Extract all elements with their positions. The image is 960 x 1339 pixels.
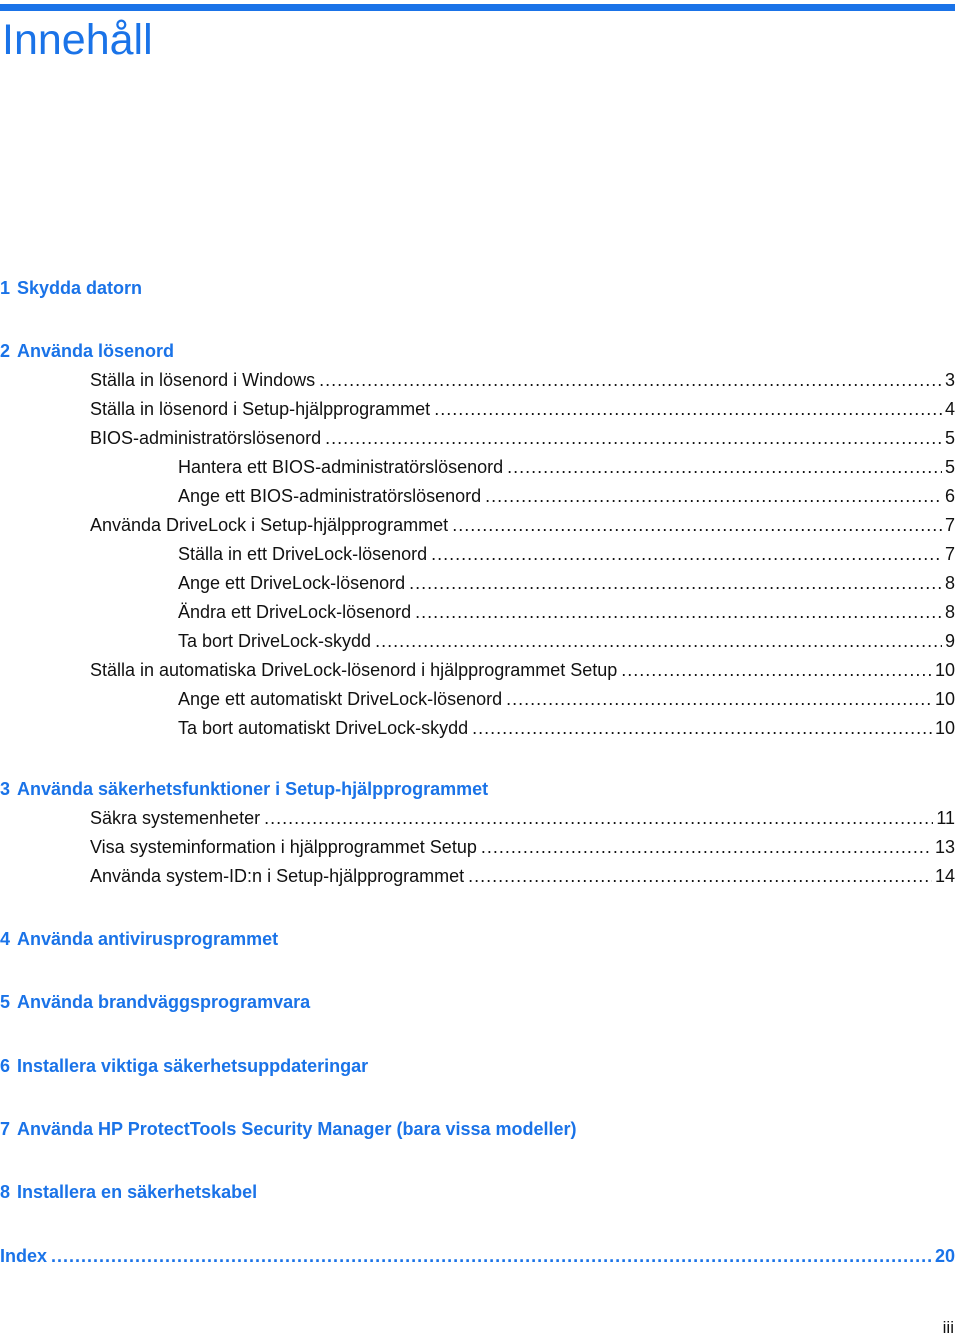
chapter-number: 2 — [0, 341, 11, 361]
toc-entry-label: Ange ett automatiskt DriveLock-lösenord — [178, 689, 503, 709]
dot-leader — [481, 833, 932, 862]
chapter-title: Använda säkerhetsfunktioner i Setup-hjälpprogrammet — [17, 779, 489, 799]
dot-leader — [434, 395, 942, 424]
toc-chapter-1[interactable] — [0, 273, 955, 303]
chapter-number: 6 — [0, 1056, 11, 1076]
chapter-number: 8 — [0, 1182, 11, 1202]
toc-entry-label: Ställa in automatiska DriveLock-lösenord i hjälpprogrammet Setup — [90, 660, 618, 680]
toc-entry-page: 5 — [944, 457, 955, 477]
toc-subentry[interactable] — [178, 482, 955, 511]
dot-leader — [415, 598, 942, 627]
page-number: iii — [942, 1318, 954, 1337]
dot-leader — [264, 804, 933, 833]
toc-entry[interactable] — [90, 656, 955, 685]
toc-entry-label: Ange ett BIOS-administratörslösenord — [178, 486, 482, 506]
dot-leader — [485, 482, 942, 511]
toc-entry-label: Säkra systemenheter — [90, 808, 261, 828]
toc-entry-label: Använda system-ID:n i Setup-hjälpprogrammet — [90, 866, 465, 886]
dot-leader — [431, 540, 942, 569]
toc-subentry[interactable] — [178, 453, 955, 482]
toc-subentry[interactable] — [178, 598, 955, 627]
toc-chapter-7[interactable] — [0, 1114, 955, 1144]
toc-entry-label: Ställa in lösenord i Setup-hjälpprogrammet — [90, 399, 431, 419]
toc-entry-label: Ta bort DriveLock-skydd — [178, 631, 372, 651]
index-page: 20 — [934, 1246, 955, 1266]
toc-entry-page: 10 — [934, 660, 955, 680]
dot-leader — [452, 511, 942, 540]
toc-subentry[interactable] — [178, 540, 955, 569]
toc-subentry[interactable] — [178, 627, 955, 656]
toc-entry-page: 10 — [934, 689, 955, 709]
toc-subentry[interactable] — [178, 569, 955, 598]
toc-entry[interactable] — [90, 833, 955, 862]
toc-entry[interactable] — [90, 804, 955, 833]
toc-entry-label: BIOS-administratörslösenord — [90, 428, 322, 448]
toc-entry-page: 8 — [944, 602, 955, 622]
toc-entry-page: 7 — [944, 544, 955, 564]
toc-chapter-4[interactable] — [0, 924, 955, 954]
dot-leader — [375, 627, 942, 656]
dot-leader — [409, 569, 942, 598]
toc-chapter-2[interactable] — [0, 336, 955, 366]
chapter-title: Installera en säkerhetskabel — [17, 1182, 258, 1202]
toc-subentry[interactable] — [178, 714, 955, 743]
index-label: Index — [0, 1246, 48, 1266]
page-title: Innehåll — [2, 16, 153, 64]
toc-entry-page: 9 — [944, 631, 955, 651]
toc-entry-label: Använda DriveLock i Setup-hjälpprogrammet — [90, 515, 449, 535]
toc-entry-label: Ställa in ett DriveLock-lösenord — [178, 544, 428, 564]
toc-entry-label: Visa systeminformation i hjälpprogrammet Setup — [90, 837, 477, 857]
toc-entry[interactable] — [90, 366, 955, 395]
toc-entry-label: Hantera ett BIOS-administratörslösenord — [178, 457, 504, 477]
toc-entry-label: Ändra ett DriveLock-lösenord — [178, 602, 412, 622]
toc-entry-label: Ta bort automatiskt DriveLock-skydd — [178, 718, 469, 738]
dot-leader — [325, 424, 942, 453]
toc-entry-page: 8 — [944, 573, 955, 593]
chapter-number: 5 — [0, 992, 11, 1012]
chapter-title: Använda lösenord — [17, 341, 175, 361]
chapter-title: Använda HP ProtectTools Security Manager (bara vissa modeller) — [17, 1119, 577, 1139]
toc-entry-label: Ställa in lösenord i Windows — [90, 370, 316, 390]
dot-leader — [51, 1241, 932, 1271]
header-rule — [0, 4, 955, 11]
toc-entry[interactable] — [90, 424, 955, 453]
toc-entry-page: 7 — [944, 515, 955, 535]
toc-index[interactable] — [0, 1241, 955, 1271]
toc-entry-page: 3 — [944, 370, 955, 390]
dot-leader — [507, 453, 942, 482]
dot-leader — [472, 714, 932, 743]
chapter-title: Skydda datorn — [17, 278, 143, 298]
toc-entry-page: 6 — [944, 486, 955, 506]
toc-chapter-6[interactable] — [0, 1051, 955, 1081]
toc-subentry[interactable] — [178, 685, 955, 714]
chapter-number: 3 — [0, 779, 11, 799]
dot-leader — [621, 656, 932, 685]
toc-entry-page: 11 — [936, 808, 955, 828]
toc-entry-page: 13 — [934, 837, 955, 857]
chapter-title: Använda brandväggsprogramvara — [17, 992, 311, 1012]
dot-leader — [506, 685, 932, 714]
toc-entry-page: 14 — [934, 866, 955, 886]
toc-entry[interactable] — [90, 862, 955, 891]
toc-entry-label: Ange ett DriveLock-lösenord — [178, 573, 406, 593]
dot-leader — [319, 366, 942, 395]
toc-entry[interactable] — [90, 511, 955, 540]
toc-entry-page: 5 — [944, 428, 955, 448]
chapter-title: Använda antivirusprogrammet — [17, 929, 279, 949]
toc-chapter-3[interactable] — [0, 774, 955, 804]
toc-chapter-8[interactable] — [0, 1177, 955, 1207]
chapter-number: 7 — [0, 1119, 11, 1139]
chapter-number: 1 — [0, 278, 11, 298]
chapter-title: Installera viktiga säkerhetsuppdateringar — [17, 1056, 369, 1076]
toc-entry-page: 10 — [934, 718, 955, 738]
toc-chapter-5[interactable] — [0, 987, 955, 1017]
chapter-number: 4 — [0, 929, 11, 949]
dot-leader — [468, 862, 932, 891]
toc-entry[interactable] — [90, 395, 955, 424]
toc-entry-page: 4 — [944, 399, 955, 419]
